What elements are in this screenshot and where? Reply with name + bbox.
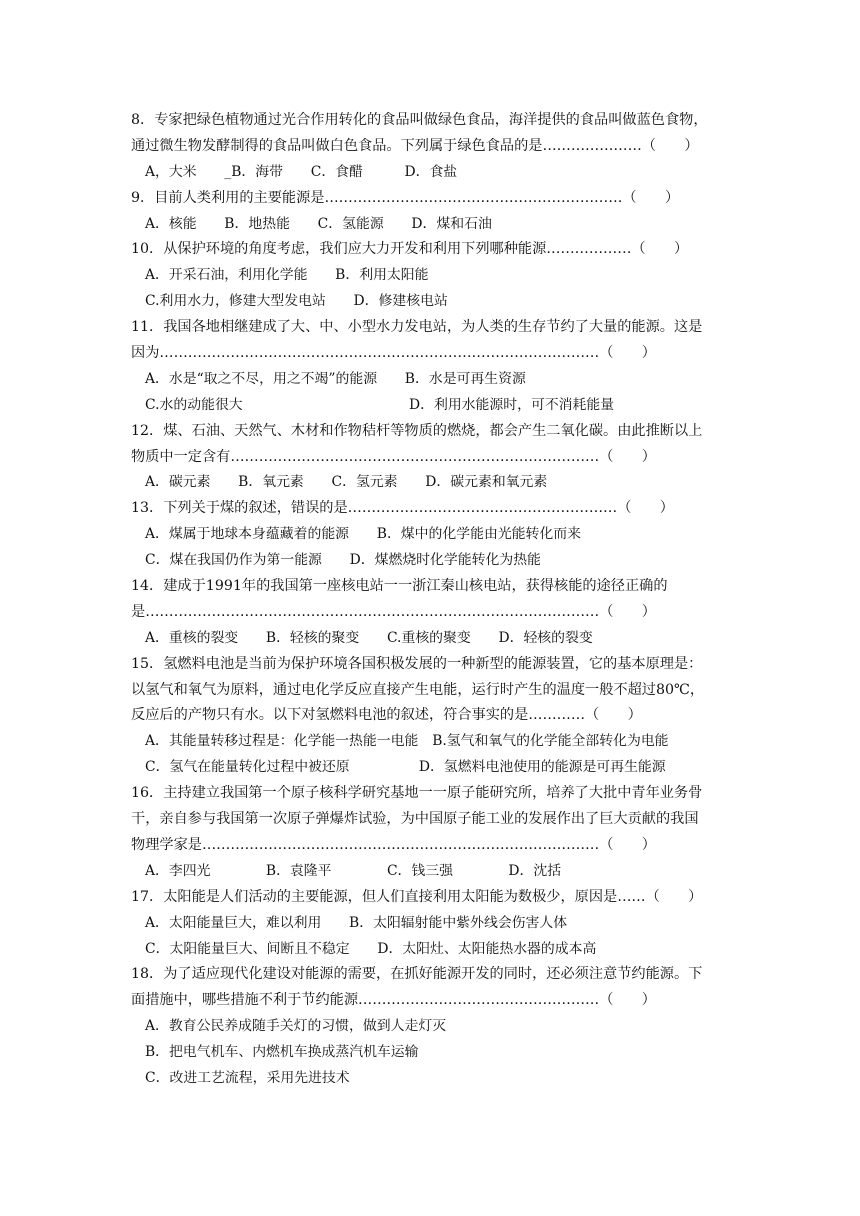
question-text-line: 通过微生物发酵制得的食品叫做白色食品。下列属于绿色食品的是…………………（ ） (131, 137, 699, 154)
answer-options-line: A．李四光 B．袁隆平 C．钱三强 D．沈括 (145, 862, 562, 879)
answer-options-line: C．改进工艺流程，采用先进技术 (145, 1069, 350, 1086)
question-text-line: 12．煤、石油、天然气、木材和作物秸杆等物质的燃烧，都会产生二氧化碳。由此推断以上 (131, 422, 703, 439)
question-text-line: 物质中一定含有……………………………………………………………………（ ） (131, 448, 656, 465)
question-text-line: 11．我国各地相继建成了大、中、小型水力发电站，为人类的生存节约了大量的能源。这是 (131, 319, 703, 336)
question-text-line: 17．太阳能是人们活动的主要能源，但人们直接利用太阳能为数极少，原因是……（ ） (131, 888, 703, 905)
question-text-line: 以氢气和氧气为原料，通过电化学反应直接产生电能，运行时产生的温度一般不超过80℃， (131, 681, 705, 698)
answer-options-line: C．氢气在能量转化过程中被还原 D．氢燃料电池使用的能源是可再生能源 (145, 759, 666, 776)
question-text-line: 9．目前人类利用的主要能源是………………………………………………………（ ） (131, 189, 680, 206)
question-text-line: 16．主持建立我国第一个原子核科学研究基地一一原子能研究所，培养了大批中青年业务骨 (131, 785, 703, 802)
question-text-line: 物理学家是…………………………………………………………………………（ ） (131, 836, 656, 853)
answer-options-line: A．核能 B．地热能 C．氢能源 D．煤和石油 (145, 215, 492, 232)
question-text-line: 面措施中，哪些措施不利于节约能源……………………………………………（ ） (131, 992, 656, 1009)
question-text-line: 14．建成于1991年的我国第一座核电站一一浙江秦山核电站，获得核能的途径正确的 (131, 578, 668, 595)
question-text-line: 反应后的产物只有水。以下对氢燃料电池的叙述，符合事实的是…………（ ） (131, 707, 642, 724)
question-text-line: 是……………………………………………………………………………………（ ） (131, 603, 656, 620)
question-text-line: 18．为了适应现代化建设对能源的需要，在抓好能源开发的同时，还必须注意节约能源。下 (131, 966, 703, 983)
question-text-line: 8．专家把绿色植物通过光合作用转化的食品叫做绿色食品，海洋提供的食品叫做蓝色食物， (131, 112, 708, 128)
answer-options-line: A．开采石油，利用化学能 B．利用太阳能 (145, 267, 429, 284)
answer-options-line: A．重核的裂变 B．轻核的聚变 C.重核的聚变 D．轻核的裂变 (145, 629, 593, 646)
answer-options-line: C.水的动能很大 D．利用水能源时，可不消耗能量 (145, 396, 615, 413)
question-text-line: 因为…………………………………………………………………………………（ ） (131, 345, 656, 362)
answer-options-line: A．太阳能量巨大，难以利用 B．太阳辐射能中紫外线会伤害人体 (145, 914, 568, 931)
answer-options-line: C.利用水力，修建大型发电站 D．修建核电站 (145, 293, 448, 310)
question-text-line: 10．从保护环境的角度考虑，我们应大力开发和利用下列哪种能源………………（ ） (131, 241, 689, 258)
answer-options-line: A．碳元素 B．氧元素 C．氢元素 D．碳元素和氧元素 (145, 474, 548, 491)
question-text-line: 13．下列关于煤的叙述，错误的是…………………………………………………（ ） (131, 500, 674, 517)
question-text-line: 15．氢燃料电池是当前为保护环境各国积极发展的一种新型的能源装置，它的基本原理是： (131, 655, 703, 672)
answer-options-line: A．煤属于地球本身蕴藏着的能源 B．煤中的化学能由光能转化而来 (145, 526, 581, 543)
answer-options-line: B．把电气机车、内燃机车换成蒸汽机车运输 (145, 1044, 419, 1061)
question-text-line: 干，亲自参与我国第一次原子弹爆炸试验，为中国原子能工业的发展作出了巨大贡献的我国 (131, 811, 699, 828)
answer-options-line: A．其能量转移过程是：化学能一热能一电能 B.氢气和氧气的化学能全部转化为电能 (145, 733, 669, 750)
answer-options-line: C．煤在我国仍作为第一能源 D．煤燃烧时化学能转化为热能 (145, 552, 541, 569)
answer-options-line: A，大米 _B．海带 C．食醋 D．食盐 (145, 163, 458, 180)
answer-options-line: A．教育公民养成随手关灯的习惯，做到人走灯灭 (145, 1018, 447, 1035)
answer-options-line: C．太阳能量巨大、间断且不稳定 D．太阳灶、太阳能热水器的成本高 (145, 940, 597, 957)
answer-options-line: A．水是“取之不尽，用之不竭”的能源 B．水是可再生资源 (145, 370, 526, 387)
question-list (131, 108, 731, 1092)
